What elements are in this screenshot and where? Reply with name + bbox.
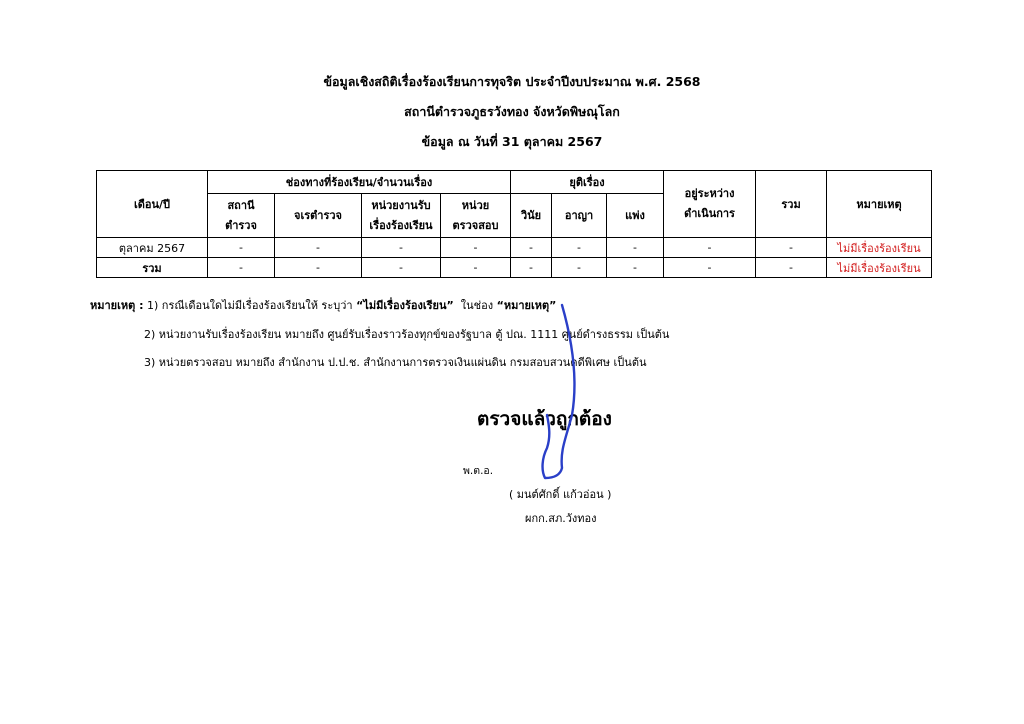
complaint-statistics-table xyxy=(96,170,932,278)
header-complaint-channels: ช่องทางที่ร้องเรียน/จำนวนเรื่อง xyxy=(208,171,511,194)
note-1-quote-remark: “หมายเหตุ” xyxy=(496,299,557,312)
header-total: รวม xyxy=(756,171,827,238)
header-receiving-agency-line2: เรื่องร้องเรียน xyxy=(369,218,433,232)
cell-receiving-agency: - xyxy=(362,258,441,278)
signer-name: ( มนต์ศักดิ์ แก้วอ่อน ) xyxy=(509,488,612,501)
header-audit-unit-line2: ตรวจสอบ xyxy=(452,218,499,232)
header-remark: หมายเหตุ xyxy=(827,171,932,238)
cell-civil: - xyxy=(607,238,664,258)
table-row xyxy=(97,238,932,258)
note-3: 3) หน่วยตรวจสอบ หมายถึง สำนักงาน ป.ป.ช. สำนักงานการตรวจเงินแผ่นดิน กรมสอบสวนคดีพิเศษ เป็นต้น xyxy=(144,356,647,369)
notes-label: หมายเหตุ : xyxy=(90,299,144,312)
cell-police-inspector: - xyxy=(275,258,362,278)
header-in-progress-line1: อยู่ระหว่าง xyxy=(684,187,735,200)
cell-disciplinary: - xyxy=(511,258,552,278)
note-2: 2) หน่วยงานรับเรื่องร้องเรียน หมายถึง ศูนย์รับเรื่องราวร้องทุกข์ของรัฐบาล ตู้ ปณ. 1111 ศูนย์ดำรงธรรม เป็นต้น xyxy=(144,328,670,341)
cell-audit-unit: - xyxy=(441,258,511,278)
header-month-year: เดือน/ปี xyxy=(97,171,208,238)
signer-position: ผกก.สภ.วังทอง xyxy=(525,512,597,525)
data-date: ข้อมูล ณ วันที่ 31 ตุลาคม 2567 xyxy=(421,134,603,149)
cell-police-inspector: - xyxy=(275,238,362,258)
document-title: ข้อมูลเชิงสถิติเรื่องร้องเรียนการทุจริต ประจำปีงบประมาณ พ.ศ. 2568 xyxy=(323,74,701,89)
cell-total: - xyxy=(756,258,827,278)
note-1-text: 1) กรณีเดือนใดไม่มีเรื่องร้องเรียนให้ ระบุว่า xyxy=(147,299,353,312)
cell-in-progress: - xyxy=(664,258,756,278)
cell-receiving-agency: - xyxy=(362,238,441,258)
cell-disciplinary: - xyxy=(511,238,552,258)
cell-police-station: - xyxy=(208,258,275,278)
header-in-progress-line2: ดำเนินการ xyxy=(684,207,735,220)
cell-in-progress: - xyxy=(664,238,756,258)
header-criminal: อาญา xyxy=(552,194,607,238)
cell-total: - xyxy=(756,238,827,258)
cell-remark: ไม่มีเรื่องร้องเรียน xyxy=(827,258,932,278)
cell-month: รวม xyxy=(97,258,208,278)
header-police-station-line1: สถานี xyxy=(227,198,255,212)
header-audit-unit xyxy=(441,194,511,238)
header-receiving-agency-line1: หน่วยงานรับ xyxy=(371,198,431,212)
header-case-closed: ยุติเรื่อง xyxy=(511,171,664,194)
cell-police-station: - xyxy=(208,238,275,258)
cell-audit-unit: - xyxy=(441,238,511,258)
verified-correct-stamp: ตรวจแล้วถูกต้อง xyxy=(477,408,612,430)
header-disciplinary: วินัย xyxy=(511,194,552,238)
header-police-inspector: จเรตำรวจ xyxy=(275,194,362,238)
header-police-station-line2: ตำรวจ xyxy=(225,218,257,232)
header-police-station xyxy=(208,194,275,238)
table-row-total xyxy=(97,258,932,278)
note-1-text-column: ในช่อง xyxy=(460,299,494,312)
header-audit-unit-line1: หน่วย xyxy=(461,198,490,212)
note-1 xyxy=(90,296,556,314)
cell-month: ตุลาคม 2567 xyxy=(97,238,208,258)
note-1-quote-no-complaint: “ไม่มีเรื่องร้องเรียน” xyxy=(356,299,454,312)
header-civil: แพ่ง xyxy=(607,194,664,238)
station-name: สถานีตำรวจภูธรวังทอง จังหวัดพิษณุโลก xyxy=(404,104,620,119)
header-receiving-agency xyxy=(362,194,441,238)
cell-criminal: - xyxy=(552,258,607,278)
cell-remark: ไม่มีเรื่องร้องเรียน xyxy=(827,238,932,258)
cell-criminal: - xyxy=(552,238,607,258)
cell-civil: - xyxy=(607,258,664,278)
header-in-progress xyxy=(664,171,756,238)
signer-rank: พ.ต.อ. xyxy=(463,465,494,477)
